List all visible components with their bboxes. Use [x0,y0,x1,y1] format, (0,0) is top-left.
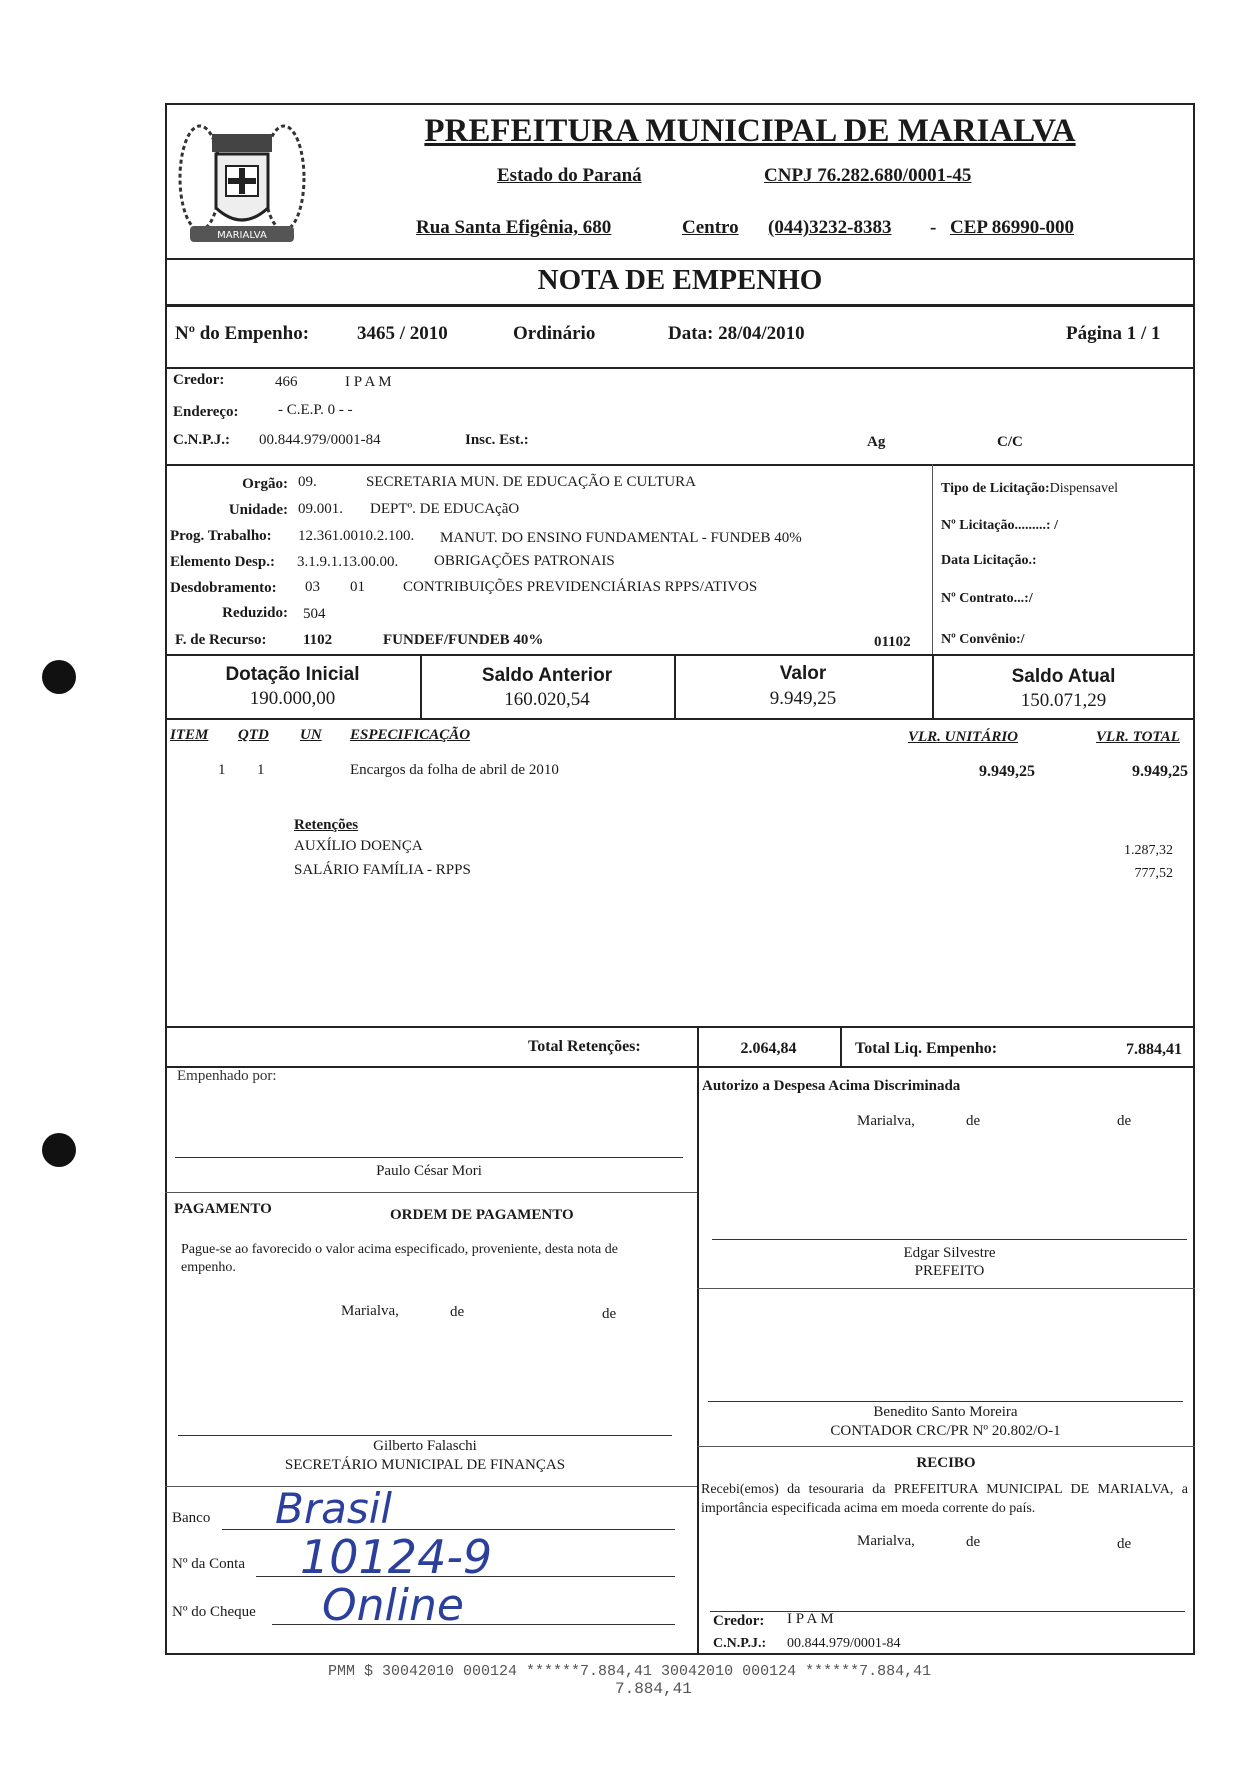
reduzido-label: Reduzido: [222,605,288,621]
contador-role: CONTADOR CRC/PR Nº 20.802/O-1 [830,1423,1061,1439]
pagamento-de2: de [602,1306,617,1322]
punch-hole-bottom [42,1133,76,1167]
retencao-value: 777,52 [1134,866,1173,881]
prefeito-name: Edgar Silvestre [903,1245,996,1261]
saldo-anterior-value: 160.020,54 [504,689,590,710]
insc-est-label: Insc. Est.: [465,432,529,448]
retencao-value: 1.287,32 [1124,843,1173,858]
address-label: Endereço: [173,404,239,420]
convenio-number: Nº Convênio:/ [941,632,1025,647]
header-street: Rua Santa Efigênia, 680 [416,217,612,238]
recibo-credor-label: Credor: [713,1613,765,1629]
ag-label: Ag [867,434,886,450]
orgao-desc: SECRETARIA MUN. DE EDUCAÇÃO E CULTURA [366,474,696,490]
unidade-code: 09.001. [298,501,343,517]
col-especificacao: ESPECIFICAÇÃO [350,727,471,743]
dotacao-value: 190.000,00 [249,688,336,709]
banco-handwritten: Brasil [275,1484,393,1533]
pagamento-city: Marialva, [341,1303,399,1319]
elemento-desc: OBRIGAÇÕES PATRONAIS [434,553,615,569]
header-cnpj: CNPJ 76.282.680/0001-45 [764,165,972,186]
empenho-number: 3465 / 2010 [357,323,448,344]
item-number: 1 [218,762,226,778]
recurso-label: F. de Recurso: [175,632,267,648]
prog-desc: MANUT. DO ENSINO FUNDAMENTAL - FUNDEB 40% [440,530,802,546]
conta-handwritten: 10124-9 [300,1530,493,1584]
recibo-title: RECIBO [916,1455,976,1471]
elemento-label: Elemento Desp.: [170,554,275,570]
doc-title: NOTA DE EMPENHO [537,264,823,296]
authentication-stamp: PMM $ 30042010 000124 ******7.884,41 30042010 000124 ******7.884,41 [328,1663,932,1680]
prog-label: Prog. Trabalho: [170,528,272,544]
credor-name: I P A M [345,374,392,390]
licitacao-numero: Nº Licitação.........: / [941,518,1058,533]
banco-label: Banco [172,1510,211,1526]
reduzido-value: 504 [303,606,326,622]
conta-label: Nº da Conta [172,1556,245,1572]
pagamento-title: PAGAMENTO [174,1201,272,1217]
header-title: PREFEITURA MUNICIPAL DE MARIALVA [424,113,1076,149]
recibo-city: Marialva, [857,1533,915,1549]
empenhado-name: Paulo César Mori [376,1163,482,1179]
autorizo-city: Marialva, [857,1113,915,1129]
total-retencoes-label: Total Retenções: [528,1038,641,1055]
secretario-name: Gilberto Falaschi [373,1438,477,1454]
col-vlr-total: VLR. TOTAL [1096,729,1180,745]
header-cep: CEP 86990-000 [950,217,1075,238]
pagamento-de1: de [450,1304,465,1320]
col-qtd: QTD [238,727,269,743]
total-liquido-value: 7.884,41 [1126,1041,1182,1058]
recibo-cnpj-label: C.N.P.J.: [713,1636,767,1651]
address-value: - C.E.P. 0 - - [278,402,353,418]
authentication-stamp-echo: 7.884,41 [615,1680,692,1698]
retencoes-title: Retenções [294,817,359,833]
licitacao-tipo: Tipo de Licitação:Dispensavel [941,481,1119,496]
empenho-page: Página 1 / 1 [1066,323,1161,344]
valor-label: Valor [779,663,827,684]
empenho-date: Data: 28/04/2010 [668,323,805,344]
orgao-code: 09. [298,474,317,490]
credor-cnpj-label: C.N.P.J.: [173,432,230,448]
col-vlr-unitario: VLR. UNITÁRIO [908,729,1019,745]
empenho-number-label: Nº do Empenho: [175,323,310,344]
desdob-b: 01 [350,579,365,595]
elemento-code: 3.1.9.1.13.00.00. [297,554,399,570]
item-qtd: 1 [257,762,265,778]
orgao-label: Orgão: [242,476,288,492]
pagamento-text: Pague-se ao favorecido o valor acima especificado, proveniente, desta nota de empenho. [181,1242,618,1275]
saldo-atual-value: 150.071,29 [1020,690,1107,711]
total-retencoes-value: 2.064,84 [740,1040,797,1057]
municipal-crest [170,108,314,256]
col-item: ITEM [170,727,209,743]
retencao-label: SALÁRIO FAMÍLIA - RPPS [294,862,471,878]
recibo-de1: de [966,1534,981,1550]
saldo-anterior-label: Saldo Anterior [481,665,613,686]
credor-cnpj: 00.844.979/0001-84 [259,432,381,448]
recibo-text: Recebi(emos) da tesouraria da PREFEITURA MUNICIPAL DE MARIALVA, a importância especificada acima em moeda corrente do país. [701,1482,1188,1516]
licitacao-data: Data Licitação.: [941,553,1037,568]
item-unit-value: 9.949,25 [979,763,1035,780]
cc-label: C/C [997,434,1023,450]
header-dash: - [930,217,937,238]
item-description: Encargos da folha de abril de 2010 [350,762,559,778]
recibo-cnpj: 00.844.979/0001-84 [787,1636,901,1651]
empenho-type: Ordinário [513,323,596,344]
cheque-label: Nº do Cheque [172,1604,256,1620]
secretario-role: SECRETÁRIO MUNICIPAL DE FINANÇAS [284,1457,566,1473]
autorizo-de2: de [1117,1113,1132,1129]
unidade-desc: DEPTº. DE EDUCAçãO [370,501,520,517]
total-liquido-label: Total Liq. Empenho: [855,1040,998,1057]
header-state: Estado do Paraná [497,165,642,186]
contrato-number: Nº Contrato...:/ [941,591,1033,606]
recurso-code: 1102 [303,632,333,648]
dotacao-label: Dotação Inicial [225,664,360,685]
credor-code: 466 [275,374,298,390]
crest-banner-text: MARIALVA [217,230,267,241]
autorizo-de1: de [966,1113,981,1129]
valor-value: 9.949,25 [769,688,837,709]
punch-hole-top [42,660,76,694]
recibo-credor: I P A M [787,1611,834,1627]
desdob-label: Desdobramento: [170,580,277,596]
retencao-label: AUXÍLIO DOENÇA [294,838,423,854]
prefeito-role: PREFEITO [914,1263,985,1279]
empenhado-label: Empenhado por: [177,1068,277,1084]
desdob-desc: CONTRIBUIÇÕES PREVIDENCIÁRIAS RPPS/ATIVOS [403,579,758,595]
cheque-handwritten: Online [322,1580,464,1631]
col-un: UN [300,727,322,743]
desdob-a: 03 [305,579,320,595]
recurso-desc: FUNDEF/FUNDEB 40% [383,632,544,648]
header-district: Centro [682,217,739,238]
header-phone: (044)3232-8383 [768,217,892,238]
item-total-value: 9.949,25 [1132,763,1188,780]
recurso-suffix: 01102 [874,634,911,650]
contador-name: Benedito Santo Moreira [873,1404,1018,1420]
credor-label: Credor: [173,372,225,388]
saldo-atual-label: Saldo Atual [1011,666,1116,687]
prog-code: 12.361.0010.2.100. [298,528,415,544]
unidade-label: Unidade: [228,502,288,518]
recibo-de2: de [1117,1536,1132,1552]
ordem-pagamento-title: ORDEM DE PAGAMENTO [390,1207,574,1223]
autorizo-text: Autorizo a Despesa Acima Discriminada [702,1078,961,1094]
